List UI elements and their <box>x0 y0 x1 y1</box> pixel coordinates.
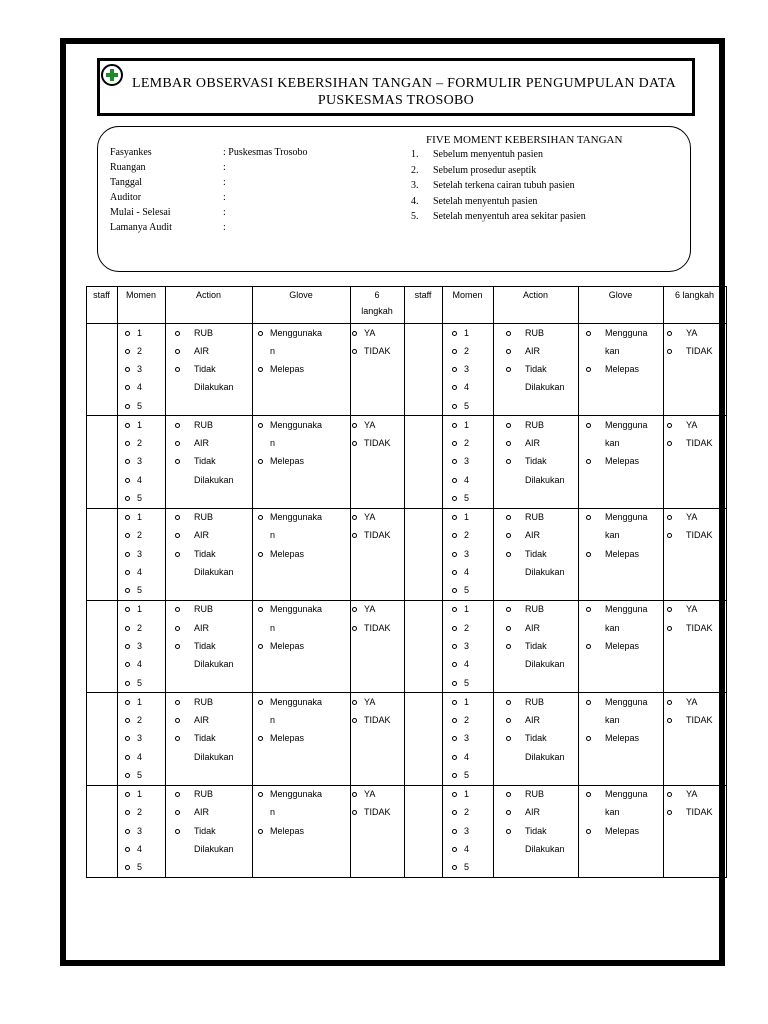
five-moment-title: FIVE MOMENT KEBERSIHAN TANGAN <box>426 134 623 146</box>
option-label: Tidak <box>525 364 547 375</box>
option-label: TIDAK <box>686 807 713 818</box>
option-label: Dilakukan <box>525 567 565 578</box>
option-label: Dilakukan <box>525 382 565 393</box>
moment-text: Setelah menyentuh area sekitar pasien <box>433 211 586 222</box>
option-label: Tidak <box>525 825 547 836</box>
option-label: Mengguna <box>605 789 648 800</box>
option-label: Mengguna <box>605 419 648 430</box>
radio-bullet-icon[interactable] <box>452 423 457 428</box>
radio-bullet-icon[interactable] <box>586 331 591 336</box>
radio-bullet-icon[interactable] <box>667 700 672 705</box>
radio-bullet-icon[interactable] <box>175 626 180 631</box>
option-label: Tidak <box>525 456 547 467</box>
radio-bullet-icon[interactable] <box>506 331 511 336</box>
option-label: RUB <box>194 696 214 707</box>
option-label: TIDAK <box>686 622 713 633</box>
option-label: Melepas <box>270 548 305 559</box>
option-label: TIDAK <box>686 345 713 356</box>
option-label: YA <box>364 512 376 523</box>
option-label: kan <box>605 807 620 818</box>
option-label: Mengguna <box>605 327 648 338</box>
moment-number: 2. <box>411 164 419 176</box>
option-label: 2 <box>464 438 470 449</box>
option-label: RUB <box>525 419 545 430</box>
moment-number: 3. <box>411 180 419 191</box>
table-grid-line <box>493 286 494 878</box>
radio-bullet-icon[interactable] <box>452 349 457 354</box>
info-field-label: Tanggal <box>110 177 143 188</box>
radio-bullet-icon[interactable] <box>258 829 263 834</box>
radio-bullet-icon[interactable] <box>667 349 672 354</box>
option-label: 5 <box>137 677 143 688</box>
option-label: Menggunaka <box>270 419 323 430</box>
option-label: 4 <box>137 382 143 393</box>
option-label: AIR <box>194 530 210 541</box>
option-label: Mengguna <box>605 696 648 707</box>
option-label: 4 <box>137 659 143 670</box>
option-label: 2 <box>464 345 470 356</box>
option-label: TIDAK <box>686 438 713 449</box>
option-label: Dilakukan <box>525 659 565 670</box>
option-label: 1 <box>464 327 470 338</box>
option-label: 5 <box>137 400 143 411</box>
option-label: 1 <box>137 604 143 615</box>
option-label: 2 <box>137 530 143 541</box>
option-label: AIR <box>194 345 210 356</box>
option-label: Melepas <box>270 733 305 744</box>
info-field-label: Auditor <box>110 192 142 203</box>
option-label: 2 <box>137 345 143 356</box>
form-title-line2: PUSKESMAS TROSOBO <box>317 93 475 108</box>
radio-bullet-icon[interactable] <box>452 404 457 409</box>
option-label: kan <box>605 622 620 633</box>
option-label: 5 <box>464 585 470 596</box>
option-label: Tidak <box>525 641 547 652</box>
option-label: Tidak <box>525 548 547 559</box>
radio-bullet-icon[interactable] <box>506 626 511 631</box>
option-label: 1 <box>137 696 143 707</box>
option-label: AIR <box>194 622 210 633</box>
info-field-label: Fasyankes <box>110 147 152 158</box>
option-label: Melepas <box>605 456 640 467</box>
option-label: Melepas <box>270 364 305 375</box>
option-label: Tidak <box>194 825 216 836</box>
radio-bullet-icon[interactable] <box>667 626 672 631</box>
option-label: 1 <box>137 512 143 523</box>
option-label: Dilakukan <box>194 751 234 762</box>
radio-bullet-icon[interactable] <box>452 700 457 705</box>
option-label: 1 <box>464 604 470 615</box>
option-label: 3 <box>464 733 470 744</box>
info-field-value[interactable]: : <box>223 192 226 203</box>
option-label: Dilakukan <box>194 567 234 578</box>
option-label: YA <box>686 419 698 430</box>
option-label: TIDAK <box>364 345 391 356</box>
radio-bullet-icon[interactable] <box>258 423 263 428</box>
option-label: Dilakukan <box>194 659 234 670</box>
header-6-langkah: 6 <box>374 290 380 300</box>
radio-bullet-icon[interactable] <box>452 496 457 501</box>
header-glove: Glove <box>608 290 633 300</box>
table-grid-line <box>350 286 351 878</box>
option-label: YA <box>364 789 376 800</box>
option-label: AIR <box>525 345 541 356</box>
radio-bullet-icon[interactable] <box>352 700 357 705</box>
info-field-value[interactable]: : <box>223 207 226 218</box>
radio-bullet-icon[interactable] <box>175 331 180 336</box>
option-label: Dilakukan <box>194 474 234 485</box>
radio-bullet-icon[interactable] <box>125 478 130 483</box>
option-label: Melepas <box>270 456 305 467</box>
radio-bullet-icon[interactable] <box>506 829 511 834</box>
option-label: 4 <box>464 567 470 578</box>
radio-bullet-icon[interactable] <box>258 331 263 336</box>
option-label: TIDAK <box>686 715 713 726</box>
info-field-value[interactable]: : Puskesmas Trosobo <box>223 147 308 158</box>
option-label: 4 <box>464 474 470 485</box>
option-label: 4 <box>464 659 470 670</box>
radio-bullet-icon[interactable] <box>175 829 180 834</box>
header-glove: Glove <box>289 290 313 300</box>
option-label: RUB <box>194 327 214 338</box>
option-label: Mengguna <box>605 604 648 615</box>
radio-bullet-icon[interactable] <box>586 423 591 428</box>
option-label: RUB <box>525 604 545 615</box>
option-label: RUB <box>525 696 545 707</box>
option-label: YA <box>686 604 698 615</box>
option-label: 2 <box>464 530 470 541</box>
radio-bullet-icon[interactable] <box>667 331 672 336</box>
option-label: Menggunaka <box>270 327 323 338</box>
option-label: 5 <box>137 493 143 504</box>
radio-bullet-icon[interactable] <box>452 681 457 686</box>
option-label: 3 <box>137 456 143 467</box>
radio-bullet-icon[interactable] <box>452 829 457 834</box>
radio-bullet-icon[interactable] <box>125 552 130 557</box>
option-label: RUB <box>194 604 214 615</box>
option-label: 3 <box>464 825 470 836</box>
option-label: RUB <box>194 512 214 523</box>
radio-bullet-icon[interactable] <box>125 349 130 354</box>
table-grid-line <box>117 286 118 878</box>
option-label: Menggunaka <box>270 696 323 707</box>
option-label: Tidak <box>194 641 216 652</box>
option-label: Menggunaka <box>270 512 323 523</box>
header-momen: Momen <box>452 290 483 300</box>
radio-bullet-icon[interactable] <box>586 829 591 834</box>
header-momen: Momen <box>125 290 156 300</box>
option-label: 3 <box>137 364 143 375</box>
option-label: AIR <box>525 715 541 726</box>
radio-bullet-icon[interactable] <box>125 773 130 778</box>
option-label: YA <box>686 789 698 800</box>
option-label: 1 <box>464 696 470 707</box>
table-grid-line <box>86 286 87 878</box>
option-label: kan <box>605 715 620 726</box>
option-label: 5 <box>464 862 470 873</box>
option-label: Tidak <box>194 456 216 467</box>
option-label: 1 <box>464 512 470 523</box>
option-label: Dilakukan <box>525 844 565 855</box>
option-label: 5 <box>137 862 143 873</box>
option-label: Dilakukan <box>194 382 234 393</box>
option-label: 3 <box>464 456 470 467</box>
option-label: 2 <box>464 622 470 633</box>
radio-bullet-icon[interactable] <box>125 331 130 336</box>
option-label: 5 <box>464 770 470 781</box>
moment-number: 5. <box>411 211 419 222</box>
option-label: n <box>270 438 276 449</box>
option-label: AIR <box>194 807 210 818</box>
radio-bullet-icon[interactable] <box>352 423 357 428</box>
option-label: Melepas <box>605 825 640 836</box>
option-label: 1 <box>137 789 143 800</box>
option-label: YA <box>686 512 698 523</box>
option-label: YA <box>364 604 376 615</box>
option-label: Melepas <box>605 548 640 559</box>
option-label: Mengguna <box>605 512 648 523</box>
info-field-value[interactable]: : <box>223 222 226 233</box>
option-label: n <box>270 807 276 818</box>
radio-bullet-icon[interactable] <box>506 349 511 354</box>
radio-bullet-icon[interactable] <box>352 626 357 631</box>
info-field-value[interactable]: : <box>223 177 226 188</box>
option-label: 3 <box>137 825 143 836</box>
option-label: YA <box>364 419 376 430</box>
option-label: Melepas <box>270 641 305 652</box>
moment-text: Setelah menyentuh pasien <box>433 195 538 207</box>
option-label: YA <box>364 696 376 707</box>
option-label: Melepas <box>605 733 640 744</box>
option-label: 5 <box>137 770 143 781</box>
option-label: AIR <box>525 622 541 633</box>
option-label: TIDAK <box>364 807 391 818</box>
option-label: 4 <box>464 751 470 762</box>
radio-bullet-icon[interactable] <box>506 552 511 557</box>
option-label: 1 <box>464 419 470 430</box>
header-staff: staff <box>414 290 432 300</box>
option-label: 3 <box>137 641 143 652</box>
option-label: TIDAK <box>364 715 391 726</box>
radio-bullet-icon[interactable] <box>258 552 263 557</box>
option-label: 5 <box>464 677 470 688</box>
option-label: RUB <box>525 789 545 800</box>
option-label: RUB <box>194 789 214 800</box>
option-label: 4 <box>137 567 143 578</box>
radio-bullet-icon[interactable] <box>125 496 130 501</box>
radio-bullet-icon[interactable] <box>506 700 511 705</box>
radio-bullet-icon[interactable] <box>586 552 591 557</box>
info-field-label: Ruangan <box>110 162 146 173</box>
option-label: n <box>270 345 276 356</box>
option-label: Tidak <box>194 733 216 744</box>
option-label: 2 <box>137 622 143 633</box>
option-label: 5 <box>464 493 470 504</box>
moment-text: Setelah terkena cairan tubuh pasien <box>433 180 575 191</box>
info-field-label: Mulai - Selesai <box>110 207 171 218</box>
info-box <box>97 126 691 272</box>
option-label: AIR <box>525 438 541 449</box>
option-label: AIR <box>194 715 210 726</box>
option-label: n <box>270 622 276 633</box>
option-label: RUB <box>194 419 214 430</box>
option-label: 4 <box>464 844 470 855</box>
option-label: TIDAK <box>364 622 391 633</box>
radio-bullet-icon[interactable] <box>125 681 130 686</box>
info-field-value[interactable]: : <box>223 162 226 173</box>
option-label: Melepas <box>605 641 640 652</box>
header-staff: staff <box>93 290 110 300</box>
moment-number: 1. <box>411 149 419 160</box>
radio-bullet-icon[interactable] <box>125 626 130 631</box>
option-label: kan <box>605 345 620 356</box>
radio-bullet-icon[interactable] <box>352 331 357 336</box>
option-label: kan <box>605 438 620 449</box>
info-field-label: Lamanya Audit <box>110 222 172 233</box>
radio-bullet-icon[interactable] <box>667 423 672 428</box>
table-grid-line <box>86 877 726 878</box>
header-action: Action <box>195 290 221 300</box>
header-action: Action <box>522 290 548 300</box>
option-label: AIR <box>525 530 541 541</box>
option-label: Melepas <box>270 825 305 836</box>
option-label: 2 <box>464 807 470 818</box>
radio-bullet-icon[interactable] <box>506 423 511 428</box>
option-label: TIDAK <box>364 530 391 541</box>
radio-bullet-icon[interactable] <box>125 404 130 409</box>
option-label: 3 <box>464 641 470 652</box>
table-grid-line <box>165 286 166 878</box>
option-label: Melepas <box>605 364 640 375</box>
option-label: Tidak <box>194 364 216 375</box>
option-label: 1 <box>137 419 143 430</box>
radio-bullet-icon[interactable] <box>175 700 180 705</box>
moment-text: Sebelum prosedur aseptik <box>433 164 537 176</box>
option-label: 5 <box>137 585 143 596</box>
option-label: 5 <box>464 400 470 411</box>
option-label: Dilakukan <box>525 751 565 762</box>
option-label: 2 <box>137 807 143 818</box>
radio-bullet-icon[interactable] <box>586 700 591 705</box>
option-label: 3 <box>137 548 143 559</box>
option-label: TIDAK <box>686 530 713 541</box>
option-label: Tidak <box>525 733 547 744</box>
option-label: Menggunaka <box>270 789 323 800</box>
header-6-langkah: 6 langkah <box>674 290 715 300</box>
table-grid-line <box>404 286 405 878</box>
radio-bullet-icon[interactable] <box>258 700 263 705</box>
option-label: 4 <box>137 474 143 485</box>
table-grid-line <box>663 286 664 878</box>
radio-bullet-icon[interactable] <box>125 755 130 760</box>
radio-bullet-icon[interactable] <box>452 626 457 631</box>
option-label: 4 <box>464 382 470 393</box>
option-label: YA <box>364 327 376 338</box>
option-label: 3 <box>464 364 470 375</box>
moment-text: Sebelum menyentuh pasien <box>433 149 543 160</box>
radio-bullet-icon[interactable] <box>452 773 457 778</box>
option-label: 1 <box>464 789 470 800</box>
option-label: 4 <box>137 751 143 762</box>
radio-bullet-icon[interactable] <box>452 755 457 760</box>
option-label: 3 <box>137 733 143 744</box>
option-label: YA <box>686 327 698 338</box>
radio-bullet-icon[interactable] <box>452 331 457 336</box>
option-label: 1 <box>137 327 143 338</box>
moment-number: 4. <box>411 195 419 207</box>
option-label: TIDAK <box>364 438 391 449</box>
radio-bullet-icon[interactable] <box>125 829 130 834</box>
radio-bullet-icon[interactable] <box>175 349 180 354</box>
option-label: n <box>270 530 276 541</box>
radio-bullet-icon[interactable] <box>175 423 180 428</box>
table-grid-line <box>442 286 443 878</box>
option-label: 4 <box>137 844 143 855</box>
option-label: Menggunaka <box>270 604 323 615</box>
table-grid-line <box>578 286 579 878</box>
option-label: YA <box>686 696 698 707</box>
form-title-line1: LEMBAR OBSERVASI KEBERSIHAN TANGAN – FORMULIR PENGUMPULAN DATA <box>131 76 677 91</box>
radio-bullet-icon[interactable] <box>175 552 180 557</box>
radio-bullet-icon[interactable] <box>352 349 357 354</box>
option-label: 3 <box>464 548 470 559</box>
table-grid-line <box>252 286 253 878</box>
option-label: 2 <box>464 715 470 726</box>
radio-bullet-icon[interactable] <box>452 552 457 557</box>
option-label: kan <box>605 530 620 541</box>
option-label: 2 <box>137 438 143 449</box>
option-label: Dilakukan <box>525 474 565 485</box>
option-label: n <box>270 715 276 726</box>
option-label: RUB <box>525 512 545 523</box>
option-label: 2 <box>137 715 143 726</box>
table-grid-line <box>726 286 727 878</box>
radio-bullet-icon[interactable] <box>125 700 130 705</box>
header-6-langkah: langkah <box>361 306 393 316</box>
option-label: AIR <box>525 807 541 818</box>
radio-bullet-icon[interactable] <box>125 423 130 428</box>
option-label: AIR <box>194 438 210 449</box>
option-label: Tidak <box>194 548 216 559</box>
radio-bullet-icon[interactable] <box>452 478 457 483</box>
option-label: RUB <box>525 327 545 338</box>
option-label: Dilakukan <box>194 844 234 855</box>
